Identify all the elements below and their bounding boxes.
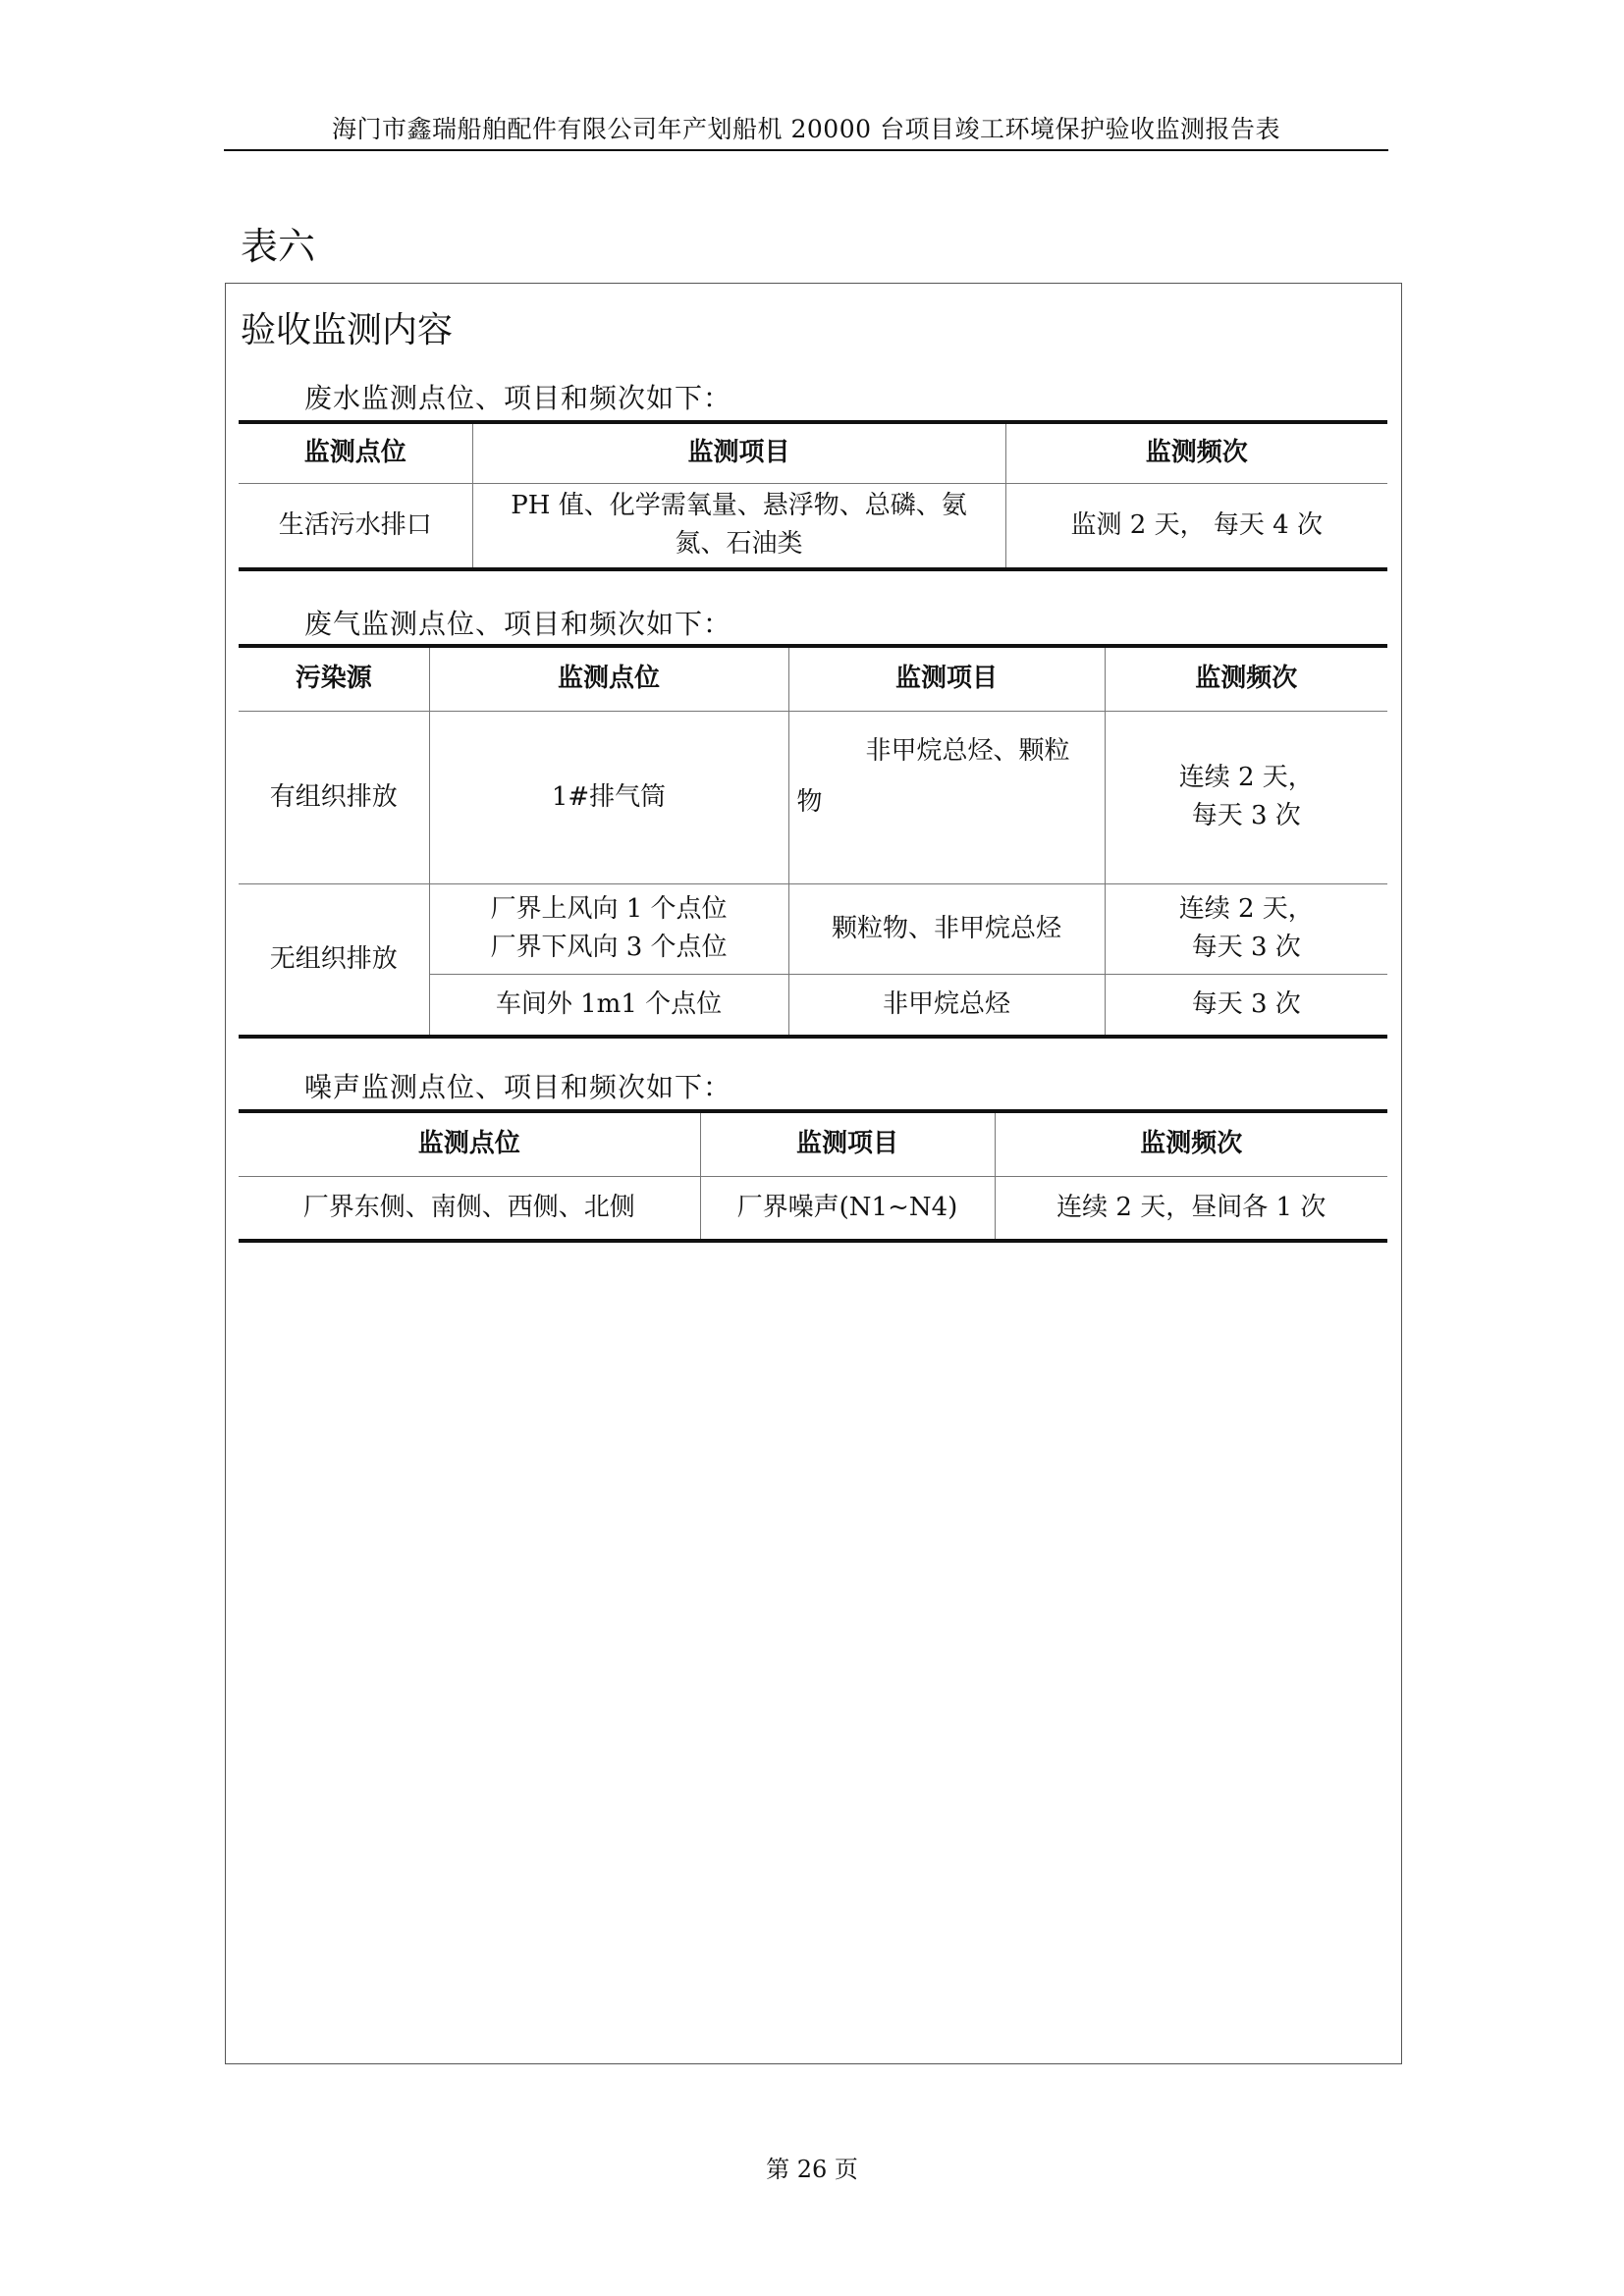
frequency-line: 连续 2 天， bbox=[1178, 763, 1314, 792]
monitoring-item-line: 物 bbox=[796, 786, 823, 817]
wastewater-intro: 废水监测点位、项目和频次如下： bbox=[304, 382, 732, 414]
column-header: 监测项目 bbox=[472, 422, 1005, 483]
table-row bbox=[239, 883, 1387, 974]
monitoring-point-cell: 厂界东侧、南侧、西侧、北侧 bbox=[239, 1176, 700, 1241]
monitoring-frequency-cell bbox=[1105, 883, 1387, 974]
column-header: 污染源 bbox=[239, 646, 429, 711]
monitoring-point-cell: 车间外 1m1 个点位 bbox=[429, 974, 788, 1037]
table-row bbox=[239, 1176, 1387, 1241]
monitoring-item-cell: 非甲烷总烃 bbox=[788, 974, 1105, 1037]
column-header: 监测频次 bbox=[1005, 422, 1387, 483]
column-header: 监测点位 bbox=[239, 422, 472, 483]
frequency-line: 连续 2 天， bbox=[1178, 894, 1314, 924]
column-header: 监测点位 bbox=[429, 646, 788, 711]
pollution-source-cell: 有组织排放 bbox=[239, 711, 429, 883]
monitoring-frequency-cell bbox=[1105, 711, 1387, 883]
page-number: 第 26 页 bbox=[766, 2156, 858, 2183]
table-header-row bbox=[239, 422, 1387, 483]
wastewater-table bbox=[239, 420, 1387, 571]
column-header: 监测频次 bbox=[995, 1111, 1387, 1176]
table-header-row bbox=[239, 1111, 1387, 1176]
monitoring-point-line: 厂界下风向 3 个点位 bbox=[490, 933, 728, 962]
table-header-row bbox=[239, 646, 1387, 711]
document-header-title: 海门市鑫瑞船舶配件有限公司年产划船机 20000 台项目竣工环境保护验收监测报告表 bbox=[332, 115, 1280, 143]
monitoring-frequency-cell: 监测 2 天， 每天 4 次 bbox=[1005, 483, 1387, 569]
frequency-line: 每天 3 次 bbox=[1191, 801, 1301, 830]
monitoring-point-line: 厂界上风向 1 个点位 bbox=[490, 894, 728, 924]
pollution-source-cell: 无组织排放 bbox=[239, 883, 429, 1037]
monitoring-item-line: 非甲烷总烃、颗粒 bbox=[865, 735, 1070, 766]
monitoring-item-cell: 厂界噪声(N1~N4) bbox=[700, 1176, 995, 1241]
monitoring-point-cell: 1#排气筒 bbox=[429, 711, 788, 883]
column-header: 监测项目 bbox=[788, 646, 1105, 711]
column-header: 监测频次 bbox=[1105, 646, 1387, 711]
table-row bbox=[239, 483, 1387, 569]
monitoring-frequency-cell: 每天 3 次 bbox=[1105, 974, 1387, 1037]
monitoring-point-cell: 生活污水排口 bbox=[239, 483, 472, 569]
table-row bbox=[239, 711, 1387, 883]
header-rule bbox=[224, 149, 1388, 151]
section-label: 表六 bbox=[241, 225, 316, 268]
monitoring-item-line: 氮、石油类 bbox=[675, 529, 803, 560]
exhaust-table bbox=[239, 644, 1387, 1039]
monitoring-item-line: PH 值、化学需氧量、悬浮物、总磷、氨 bbox=[511, 491, 967, 521]
monitoring-frequency-cell: 连续 2 天，昼间各 1 次 bbox=[995, 1176, 1387, 1241]
monitoring-item-cell bbox=[472, 483, 1005, 569]
noise-table bbox=[239, 1109, 1387, 1243]
frequency-line: 每天 3 次 bbox=[1191, 933, 1301, 962]
content-title: 验收监测内容 bbox=[241, 310, 454, 350]
column-header: 监测项目 bbox=[700, 1111, 995, 1176]
monitoring-item-cell: 颗粒物、非甲烷总烃 bbox=[788, 883, 1105, 974]
column-header: 监测点位 bbox=[239, 1111, 700, 1176]
exhaust-intro: 废气监测点位、项目和频次如下： bbox=[304, 608, 732, 640]
monitoring-item-cell bbox=[788, 711, 1105, 883]
noise-intro: 噪声监测点位、项目和频次如下： bbox=[304, 1071, 732, 1103]
monitoring-point-cell bbox=[429, 883, 788, 974]
